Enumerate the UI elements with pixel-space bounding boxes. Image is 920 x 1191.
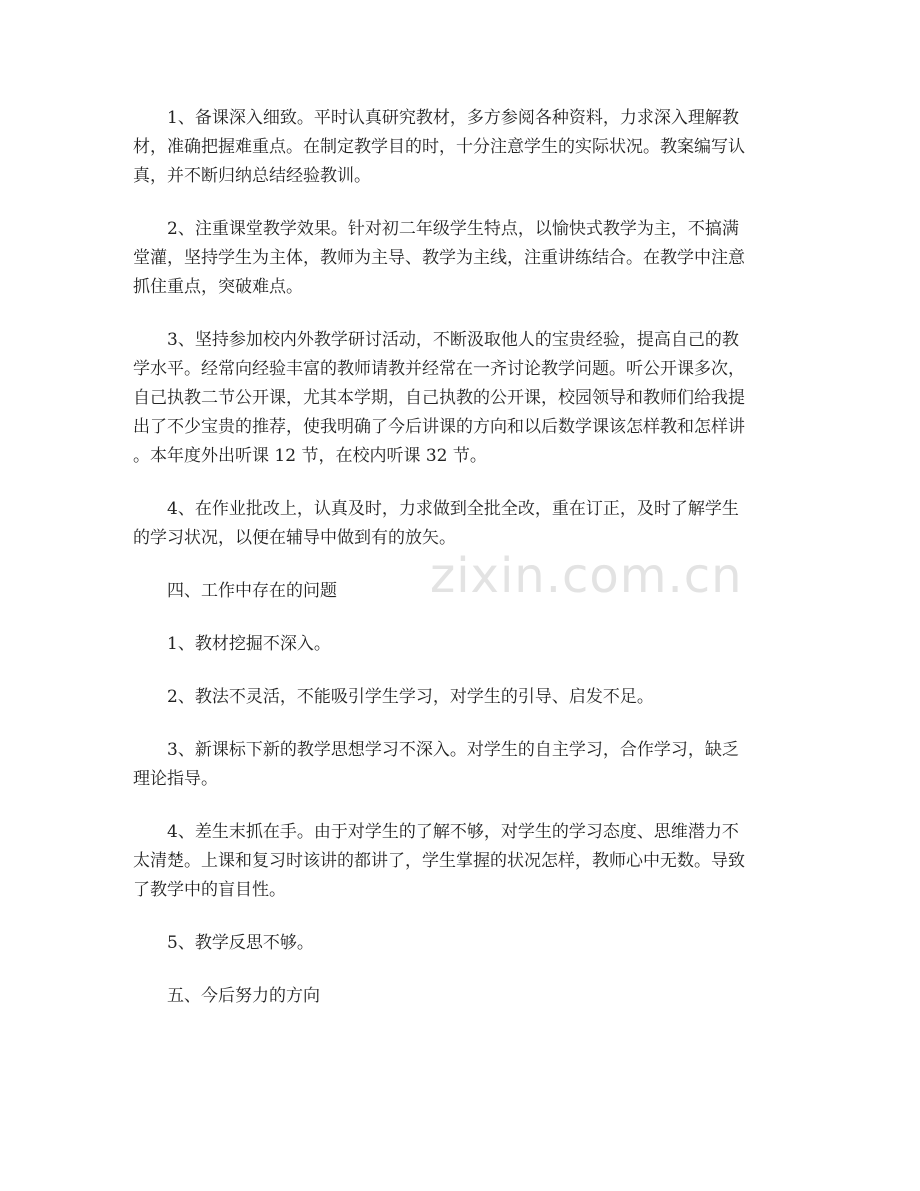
paragraph-problem-4 [133, 818, 793, 905]
text-line: 3、坚持参加校内外教学研讨活动，不断汲取他人的宝贵经验，提高自己的教 [167, 330, 739, 350]
text-line: 理论指导。 [133, 769, 218, 789]
text-line: 2、教法不灵活，不能吸引学生学习，对学生的引导、启发不足。 [167, 687, 654, 707]
text-line: 了教学中的盲目性。 [133, 880, 286, 900]
text-line: 抓住重点，突破难点。 [133, 277, 303, 297]
text-line: 出了不少宝贵的推荐，使我明确了今后讲课的方向和以后数学课该怎样教和怎样讲 [133, 417, 745, 437]
watermark: zixin.com.cn [430, 548, 743, 604]
text-line: 材，准确把握难重点。在制定教学目的时，十分注意学生的实际状况。教案编写认 [133, 137, 745, 157]
text-line: 学水平。经常向经验丰富的教师请教并经常在一齐讨论教学问题。听公开课多次， [133, 359, 745, 379]
text-line: 2、注重课堂教学效果。针对初二年级学生特点，以愉快式教学为主，不搞满 [167, 219, 739, 239]
document-body [133, 104, 793, 1035]
paragraph-problem-1 [133, 630, 793, 659]
text-line: 真，并不断归纳总结经验教训。 [133, 166, 371, 186]
heading-text: 五、今后努力的方向 [167, 986, 320, 1006]
text-line: 3、新课标下新的教学思想学习不深入。对学生的自主学习，合作学习，缺乏 [167, 740, 739, 760]
text-line: 太清楚。上课和复习时该讲的都讲了，学生掌握的状况怎样，教师心中无数。导致 [133, 851, 745, 871]
section-heading-problems [133, 577, 793, 606]
text-line: 5、教学反思不够。 [167, 933, 314, 953]
paragraph-problem-2 [133, 683, 793, 712]
paragraph-problem-5 [133, 929, 793, 958]
text-line: 4、差生末抓在手。由于对学生的了解不够，对学生的学习态度、思维潜力不 [167, 822, 739, 842]
paragraph-1 [133, 104, 793, 191]
text-line: 。本年度外出听课 12 节，在校内听课 32 节。 [133, 446, 487, 466]
paragraph-2 [133, 215, 793, 302]
text-line: 4、在作业批改上，认真及时，力求做到全批全改，重在订正，及时了解学生 [167, 499, 739, 519]
paragraph-problem-3 [133, 736, 793, 794]
section-heading-future-direction [133, 982, 793, 1011]
paragraph-4 [133, 495, 793, 553]
text-line: 堂灌，坚持学生为主体，教师为主导、教学为主线，注重讲练结合。在教学中注意 [133, 248, 745, 268]
paragraph-3 [133, 326, 793, 471]
text-line: 自己执教二节公开课，尤其本学期，自己执教的公开课，校园领导和教师们给我提 [133, 388, 745, 408]
text-line: 1、备课深入细致。平时认真研究教材，多方参阅各种资料，力求深入理解教 [167, 108, 739, 128]
text-line: 1、教材挖掘不深入。 [167, 634, 331, 654]
text-line: 的学习状况，以便在辅导中做到有的放矢。 [133, 528, 456, 548]
heading-text: 四、工作中存在的问题 [167, 581, 337, 601]
